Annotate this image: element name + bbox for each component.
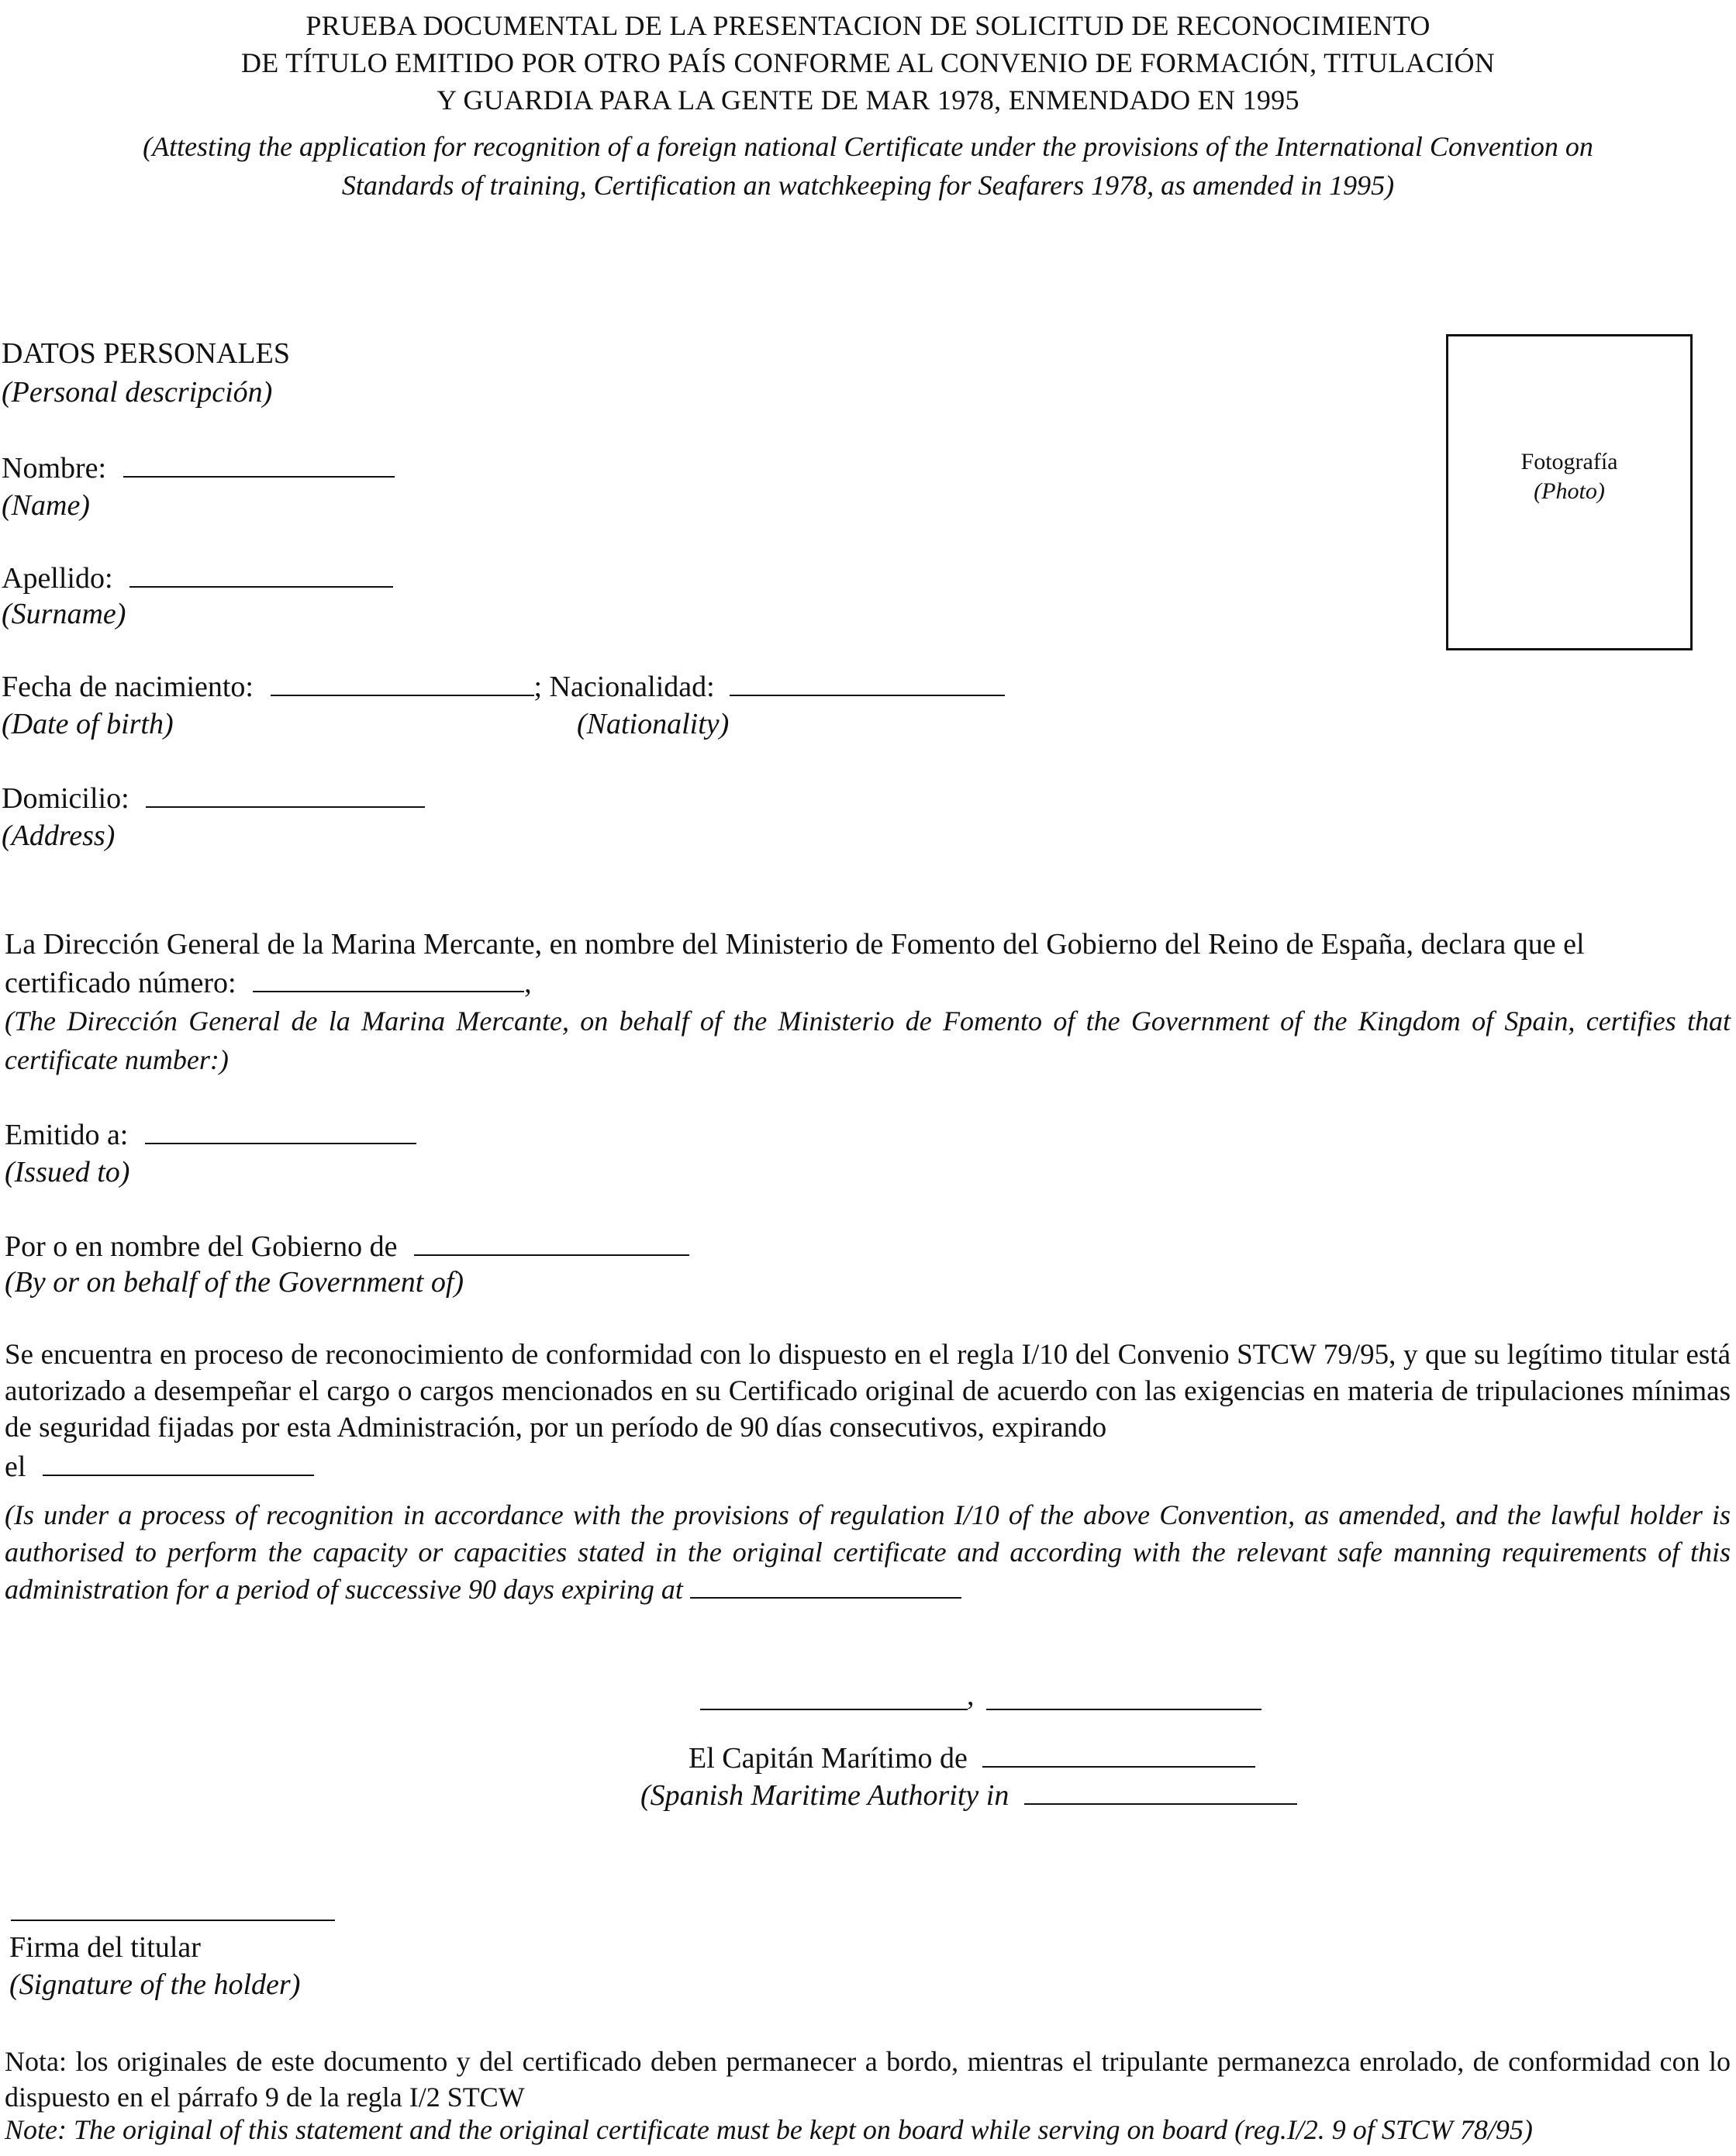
government-field[interactable] xyxy=(414,1254,689,1256)
holder-signature-label: Firma del titular xyxy=(9,1931,201,1964)
personal-data-heading: DATOS PERSONALES xyxy=(2,337,290,370)
document-title-line-1: PRUEBA DOCUMENTAL DE LA PRESENTACION DE SOLICITUD DE RECONOCIMIENTO xyxy=(305,10,1431,41)
maritime-authority-row xyxy=(689,1741,1255,1775)
photo-label: Fotografía xyxy=(1520,449,1618,474)
maritime-authority-label: El Capitán Marítimo de xyxy=(689,1742,968,1775)
dob-label-en: (Date of birth) xyxy=(2,708,174,740)
holder-signature-label-en: (Signature of the holder) xyxy=(9,1968,301,2001)
address-label-en: (Address) xyxy=(2,819,116,852)
photo-box xyxy=(1446,334,1693,650)
maritime-authority-en-row xyxy=(640,1778,1297,1813)
government-row xyxy=(5,1230,689,1264)
nationality-label-en: (Nationality) xyxy=(577,708,730,740)
maritime-authority-label-en: (Spanish Maritime Authority in xyxy=(640,1779,1010,1812)
surname-label-en: (Surname) xyxy=(2,598,126,630)
government-label-en: (By or on behalf of the Government of) xyxy=(5,1266,464,1299)
note-text: Nota: los originales de este documento y del certificado deben permanecer a bordo, mientras el tripulante permanezca enrolado, de conformidad con lo dispuesto en el párrafo 9 de la regla I/2 STCW xyxy=(5,2046,1731,2113)
expiry-date-en-field[interactable] xyxy=(690,1596,961,1599)
place-field[interactable] xyxy=(700,1709,968,1710)
issued-to-label: Emitido a: xyxy=(5,1119,129,1151)
name-field-row xyxy=(2,451,395,485)
issued-to-field[interactable] xyxy=(145,1142,416,1144)
document-subtitle-line-1: (Attesting the application for recognition of a foreign national Certificate under the provisions of the International Convention on xyxy=(143,131,1593,162)
maritime-authority-en-field[interactable] xyxy=(1024,1802,1297,1805)
personal-data-heading-en: (Personal descripción) xyxy=(2,376,273,409)
issued-to-row xyxy=(5,1118,416,1152)
dob-label: Fecha de nacimiento: xyxy=(2,671,254,703)
surname-field[interactable] xyxy=(129,585,393,588)
maritime-authority-field[interactable] xyxy=(982,1765,1255,1768)
surname-field-row xyxy=(2,561,393,595)
name-label: Nombre: xyxy=(2,452,107,485)
dob-field[interactable] xyxy=(271,694,534,696)
declaration-text-en: (The Dirección General de la Marina Mercante, on behalf of the Ministerio de Fomento of the Government of the Kingdom of Spain, certifies that certificate number:) xyxy=(5,1006,1731,1075)
document-title-line-3: Y GUARDIA PARA LA GENTE DE MAR 1978, ENMENDADO EN 1995 xyxy=(437,85,1299,116)
name-label-en: (Name) xyxy=(2,489,90,522)
expiry-date-label: el xyxy=(5,1451,26,1483)
recognition-text-en-body: (Is under a process of recognition in accordance with the provisions of regulation I/10 of the above Convention, as amended, and the lawful holder is authorised to perform the capacity or capacities stated in the original certificate and according with the relevant safe manning requirements of this administration for a period of successive 90 days expiring at xyxy=(5,1499,1731,1605)
nationality-label: ; Nacionalidad: xyxy=(533,671,715,703)
name-field[interactable] xyxy=(123,475,395,478)
document-title-line-2: DE TÍTULO EMITIDO POR OTRO PAÍS CONFORME AL CONVENIO DE FORMACIÓN, TITULACIÓN xyxy=(240,47,1496,78)
dob-nationality-row xyxy=(2,670,1005,704)
declaration-text-line-1: La Dirección General de la Marina Mercante, en nombre del Ministerio de Fomento del Gobierno del Reino de España, declara que el xyxy=(5,928,1585,961)
recognition-text-en xyxy=(5,1496,1731,1608)
place-date-comma: , xyxy=(967,1679,975,1712)
document-subtitle-line-2: Standards of training, Certification an watchkeeping for Seafarers 1978, as amended in 1995) xyxy=(341,170,1395,201)
recognition-text: Se encuentra en proceso de reconocimiento de conformidad con lo dispuesto en el regla I/10 del Convenio STCW 79/95, y que su legítimo titular está autorizado a desempeñar el cargo o cargos mencionados en su Certificado original de acuerdo con las exigencias en materia de tripulaciones mínimas de seguridad fijadas por esta Administración, por un período de 90 días consecutivos, expirando xyxy=(5,1339,1731,1444)
certificate-number-row xyxy=(5,966,532,1000)
certificate-number-label: certificado número: xyxy=(5,967,236,999)
note-text-en: Note: The original of this statement and the original certificate must be kept on board while serving on board (reg.I/2. 9 of STCW 78/95) xyxy=(5,2114,1533,2145)
surname-label: Apellido: xyxy=(2,562,113,595)
address-label: Domicilio: xyxy=(2,782,129,815)
government-label: Por o en nombre del Gobierno de xyxy=(5,1230,398,1263)
expiry-date-field[interactable] xyxy=(43,1474,314,1476)
address-field-row xyxy=(2,781,425,816)
holder-signature-field[interactable] xyxy=(11,1920,335,1921)
expiry-date-row xyxy=(5,1450,314,1484)
certificate-number-field[interactable] xyxy=(253,990,524,992)
address-field[interactable] xyxy=(146,805,425,808)
date-field[interactable] xyxy=(986,1709,1261,1710)
photo-label-en: (Photo) xyxy=(1534,478,1605,504)
nationality-field[interactable] xyxy=(730,694,1005,696)
issued-to-label-en: (Issued to) xyxy=(5,1156,130,1188)
certificate-number-comma: , xyxy=(524,967,532,999)
